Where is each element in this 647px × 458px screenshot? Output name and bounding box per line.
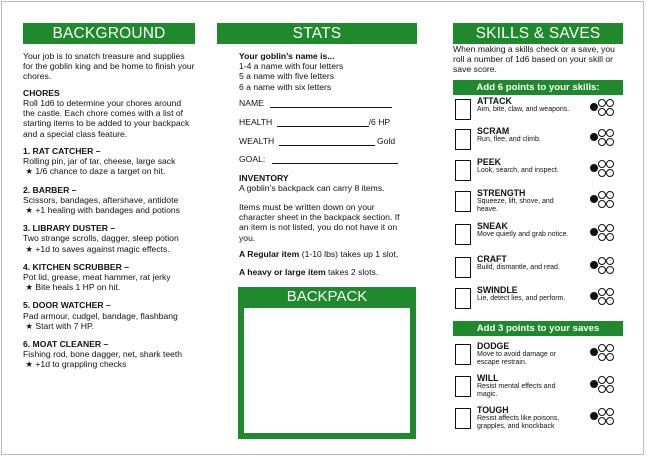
dot-filled-icon[interactable]	[590, 164, 598, 172]
skill-score-box[interactable]	[455, 99, 471, 120]
skill-desc: Build, dismantle, and read.	[477, 264, 560, 271]
skills-points-header: Add 6 points to your skills:	[453, 80, 623, 95]
name-rules	[239, 51, 419, 92]
chore-feature: Start with 7 HP.	[35, 320, 94, 331]
dot-empty-icon[interactable]	[598, 224, 606, 232]
dot-filled-icon[interactable]	[590, 103, 598, 111]
star-icon: ★	[25, 205, 34, 216]
health-input-line[interactable]	[277, 126, 369, 127]
skill-dice-dots	[590, 257, 624, 281]
skills-intro: When making a skills check or a save, you roll a number of 1d6 based on your skill or save score.	[453, 44, 615, 75]
dot-filled-icon[interactable]	[590, 412, 598, 420]
dot-empty-icon[interactable]	[598, 257, 606, 265]
dot-empty-icon[interactable]	[598, 108, 606, 116]
dot-empty-icon[interactable]	[598, 233, 606, 241]
dot-filled-icon[interactable]	[590, 261, 598, 269]
chore-item	[23, 146, 203, 177]
dot-empty-icon[interactable]	[598, 408, 606, 416]
dot-empty-icon[interactable]	[606, 417, 614, 425]
wealth-field[interactable]	[239, 136, 395, 146]
skill-row-swindle	[453, 285, 623, 313]
dot-empty-icon[interactable]	[598, 353, 606, 361]
skill-name: SCRAM	[477, 126, 510, 136]
skill-row-peek	[453, 157, 623, 185]
skill-row-craft	[453, 254, 623, 282]
stats-header: STATS	[217, 23, 417, 44]
dot-empty-icon[interactable]	[606, 385, 614, 393]
dot-empty-icon[interactable]	[606, 169, 614, 177]
name-rule: 5 a name with five letters	[239, 71, 335, 82]
skill-name: STRENGTH	[477, 188, 526, 198]
save-name: TOUGH	[477, 405, 509, 415]
skill-dice-dots	[590, 160, 624, 184]
dot-empty-icon[interactable]	[598, 297, 606, 305]
chore-feature-row	[23, 282, 203, 292]
chore-feature-row	[23, 205, 203, 215]
backpack-header: BACKPACK	[286, 288, 368, 305]
dot-filled-icon[interactable]	[590, 380, 598, 388]
save-score-box[interactable]	[455, 408, 471, 429]
chores-text: Roll 1d6 to determine your chores around the castle. Each chore comes with a list of starting items to be added to your backpack and a special class feature.	[23, 98, 190, 139]
health-field[interactable]	[239, 117, 390, 127]
dot-empty-icon[interactable]	[598, 191, 606, 199]
save-name: WILL	[477, 373, 499, 383]
dot-empty-icon[interactable]	[606, 138, 614, 146]
chore-feature-row	[23, 244, 203, 254]
wealth-label: WEALTH	[239, 136, 275, 146]
regular-item-rule	[239, 249, 429, 259]
skill-dice-dots	[590, 191, 624, 215]
skill-score-box[interactable]	[455, 160, 471, 181]
dot-empty-icon[interactable]	[598, 138, 606, 146]
skill-desc: Squeeze, lift, shove, and heave.	[477, 198, 554, 213]
dot-empty-icon[interactable]	[598, 417, 606, 425]
save-desc: Move to avoid damage or escape restrain.	[477, 351, 556, 366]
save-dice-dots	[590, 408, 624, 432]
save-dice-dots	[590, 344, 624, 368]
dot-empty-icon[interactable]	[598, 169, 606, 177]
chore-feature: +1d to saves against magic effects.	[35, 243, 170, 254]
skill-dice-dots	[590, 224, 624, 248]
save-row-will	[453, 373, 623, 405]
name-field[interactable]	[239, 98, 392, 108]
dot-empty-icon[interactable]	[598, 376, 606, 384]
skill-dice-dots	[590, 288, 624, 312]
star-icon: ★	[25, 359, 34, 370]
save-score-box[interactable]	[455, 376, 471, 397]
skill-desc: Run, flee, and climb.	[477, 136, 541, 143]
skill-desc: Move quietly and grab notice.	[477, 231, 569, 238]
health-suffix: /6 HP	[368, 117, 391, 127]
dot-empty-icon[interactable]	[606, 108, 614, 116]
name-heading: Your goblin’s name is...	[239, 51, 335, 61]
skill-name: ATTACK	[477, 96, 512, 106]
dot-empty-icon[interactable]	[606, 288, 614, 296]
heavy-item-rule	[239, 267, 429, 277]
chore-feature: +1d to grappling checks	[35, 359, 127, 370]
chore-items: Pad armour, cudgel, bandage, flashbang	[23, 310, 178, 321]
skill-row-sneak	[453, 221, 623, 249]
save-row-tough	[453, 405, 623, 439]
inventory-rules: Items must be written down on your character sheet in the backpack section. If an item is not listed, you do not have it on you.	[239, 202, 400, 243]
health-label: HEALTH	[239, 117, 273, 127]
skill-score-box[interactable]	[455, 224, 471, 245]
name-rule: 6 a name with six letters	[239, 81, 332, 92]
dot-filled-icon[interactable]	[590, 133, 598, 141]
dot-empty-icon[interactable]	[606, 266, 614, 274]
skill-dice-dots	[590, 99, 624, 123]
dot-empty-icon[interactable]	[598, 288, 606, 296]
save-name: DODGE	[477, 341, 510, 351]
skill-score-box[interactable]	[455, 257, 471, 278]
inventory-heading: INVENTORY	[239, 173, 289, 183]
skill-name: PEEK	[477, 157, 501, 167]
dot-filled-icon[interactable]	[590, 292, 598, 300]
chore-feature: +1 healing with bandages and potions	[35, 205, 180, 216]
dot-empty-icon[interactable]	[598, 385, 606, 393]
skill-name: SNEAK	[477, 221, 508, 231]
saves-points-header: Add 3 points to your saves	[453, 321, 623, 336]
star-icon: ★	[25, 243, 34, 254]
dot-filled-icon[interactable]	[590, 195, 598, 203]
chore-items: Scissors, bandages, aftershave, antidote	[23, 194, 179, 205]
heavy-item-bold: A heavy or large item	[239, 267, 326, 277]
dot-empty-icon[interactable]	[606, 376, 614, 384]
goal-field[interactable]	[239, 154, 398, 164]
chore-feature: Bite heals 1 HP on hit.	[35, 282, 121, 293]
chore-name: 4. KITCHEN SCRUBBER –	[23, 261, 130, 272]
chore-items: Two strange scrolls, dagger, sleep potion	[23, 233, 179, 244]
background-header: BACKGROUND	[23, 23, 195, 44]
background-intro: Your job is to snatch treasure and supplies for the goblin king and be home to finish your chores.	[23, 51, 195, 82]
chore-item	[23, 262, 203, 293]
skills-header: SKILLS & SAVES	[453, 23, 623, 44]
dot-empty-icon[interactable]	[598, 344, 606, 352]
dot-empty-icon[interactable]	[606, 99, 614, 107]
chore-item	[23, 185, 203, 216]
dot-empty-icon[interactable]	[598, 200, 606, 208]
regular-item-bold: A Regular item	[239, 249, 300, 259]
chore-items: Fishing rod, bone dagger, net, shark teeth	[23, 349, 183, 360]
wealth-input-line[interactable]	[279, 145, 375, 146]
dot-empty-icon[interactable]	[606, 353, 614, 361]
dot-empty-icon[interactable]	[606, 257, 614, 265]
name-label: NAME	[239, 98, 264, 108]
skill-score-box[interactable]	[455, 288, 471, 309]
chores-list	[23, 146, 203, 378]
save-desc: Resist affects like poisons, grapples, and knockback	[477, 415, 560, 430]
skill-name: CRAFT	[477, 254, 507, 264]
chore-feature-row	[23, 166, 203, 176]
chore-name: 3. LIBRARY DUSTER –	[23, 223, 116, 234]
chore-name: 1. RAT CATCHER –	[23, 146, 101, 156]
chore-item	[23, 223, 203, 254]
dot-empty-icon[interactable]	[606, 200, 614, 208]
regular-item-rest: (1-10 lbs) takes up 1 slot,	[299, 249, 399, 259]
chore-item	[23, 300, 203, 331]
star-icon: ★	[25, 320, 34, 331]
chore-name: 5. DOOR WATCHER –	[23, 300, 111, 311]
chore-item	[23, 339, 203, 370]
dot-filled-icon[interactable]	[590, 348, 598, 356]
save-score-box[interactable]	[455, 344, 471, 365]
dot-empty-icon[interactable]	[606, 233, 614, 241]
skill-row-scram	[453, 126, 623, 154]
goal-label: GOAL:	[239, 154, 266, 164]
dot-empty-icon[interactable]	[606, 191, 614, 199]
star-icon: ★	[25, 282, 34, 293]
dot-empty-icon[interactable]	[598, 266, 606, 274]
dot-empty-icon[interactable]	[598, 160, 606, 168]
skill-score-box[interactable]	[455, 129, 471, 150]
chore-feature-row	[23, 321, 203, 331]
skill-row-strength	[453, 188, 623, 216]
save-dice-dots	[590, 376, 624, 400]
chore-name: 6. MOAT CLEANER –	[23, 339, 109, 350]
backpack-panel	[238, 287, 416, 439]
backpack-write-area[interactable]	[244, 308, 410, 433]
chore-feature: 1/6 chance to daze a target on hit.	[35, 166, 166, 177]
skill-name: SWINDLE	[477, 285, 518, 295]
dot-empty-icon[interactable]	[598, 129, 606, 137]
name-input-line[interactable]	[270, 107, 392, 108]
heavy-item-rest: takes 2 slots.	[325, 267, 379, 277]
dot-empty-icon[interactable]	[606, 297, 614, 305]
save-row-dodge	[453, 341, 623, 373]
skill-dice-dots	[590, 129, 624, 153]
save-desc: Resist mental effects and magic.	[477, 383, 556, 398]
skill-desc: Aim, bite, claw, and weapons.	[477, 106, 570, 113]
skill-score-box[interactable]	[455, 191, 471, 212]
dot-filled-icon[interactable]	[590, 228, 598, 236]
goal-input-line[interactable]	[272, 163, 398, 164]
skill-desc: Look, search, and inspect.	[477, 167, 559, 174]
dot-empty-icon[interactable]	[606, 344, 614, 352]
chores-heading: CHORES	[23, 88, 60, 98]
dot-empty-icon[interactable]	[598, 99, 606, 107]
dot-empty-icon[interactable]	[606, 160, 614, 168]
skill-row-attack	[453, 96, 623, 124]
dot-empty-icon[interactable]	[606, 408, 614, 416]
inventory-capacity: A goblin’s backpack can carry 8 items.	[239, 183, 385, 193]
chore-items: Pot lid, grease, meat hammer, rat jerky	[23, 272, 171, 283]
chore-items: Rolling pin, jar of tar, cheese, large sack	[23, 156, 176, 167]
dot-empty-icon[interactable]	[606, 129, 614, 137]
star-icon: ★	[25, 166, 34, 177]
dot-empty-icon[interactable]	[606, 224, 614, 232]
chore-feature-row	[23, 359, 203, 369]
skill-desc: Lie, detect lies, and perform.	[477, 295, 566, 302]
name-rule: 1-4 a name with four letters	[239, 61, 344, 72]
wealth-suffix: Gold	[376, 136, 396, 146]
chore-name: 2. BARBER –	[23, 184, 77, 195]
